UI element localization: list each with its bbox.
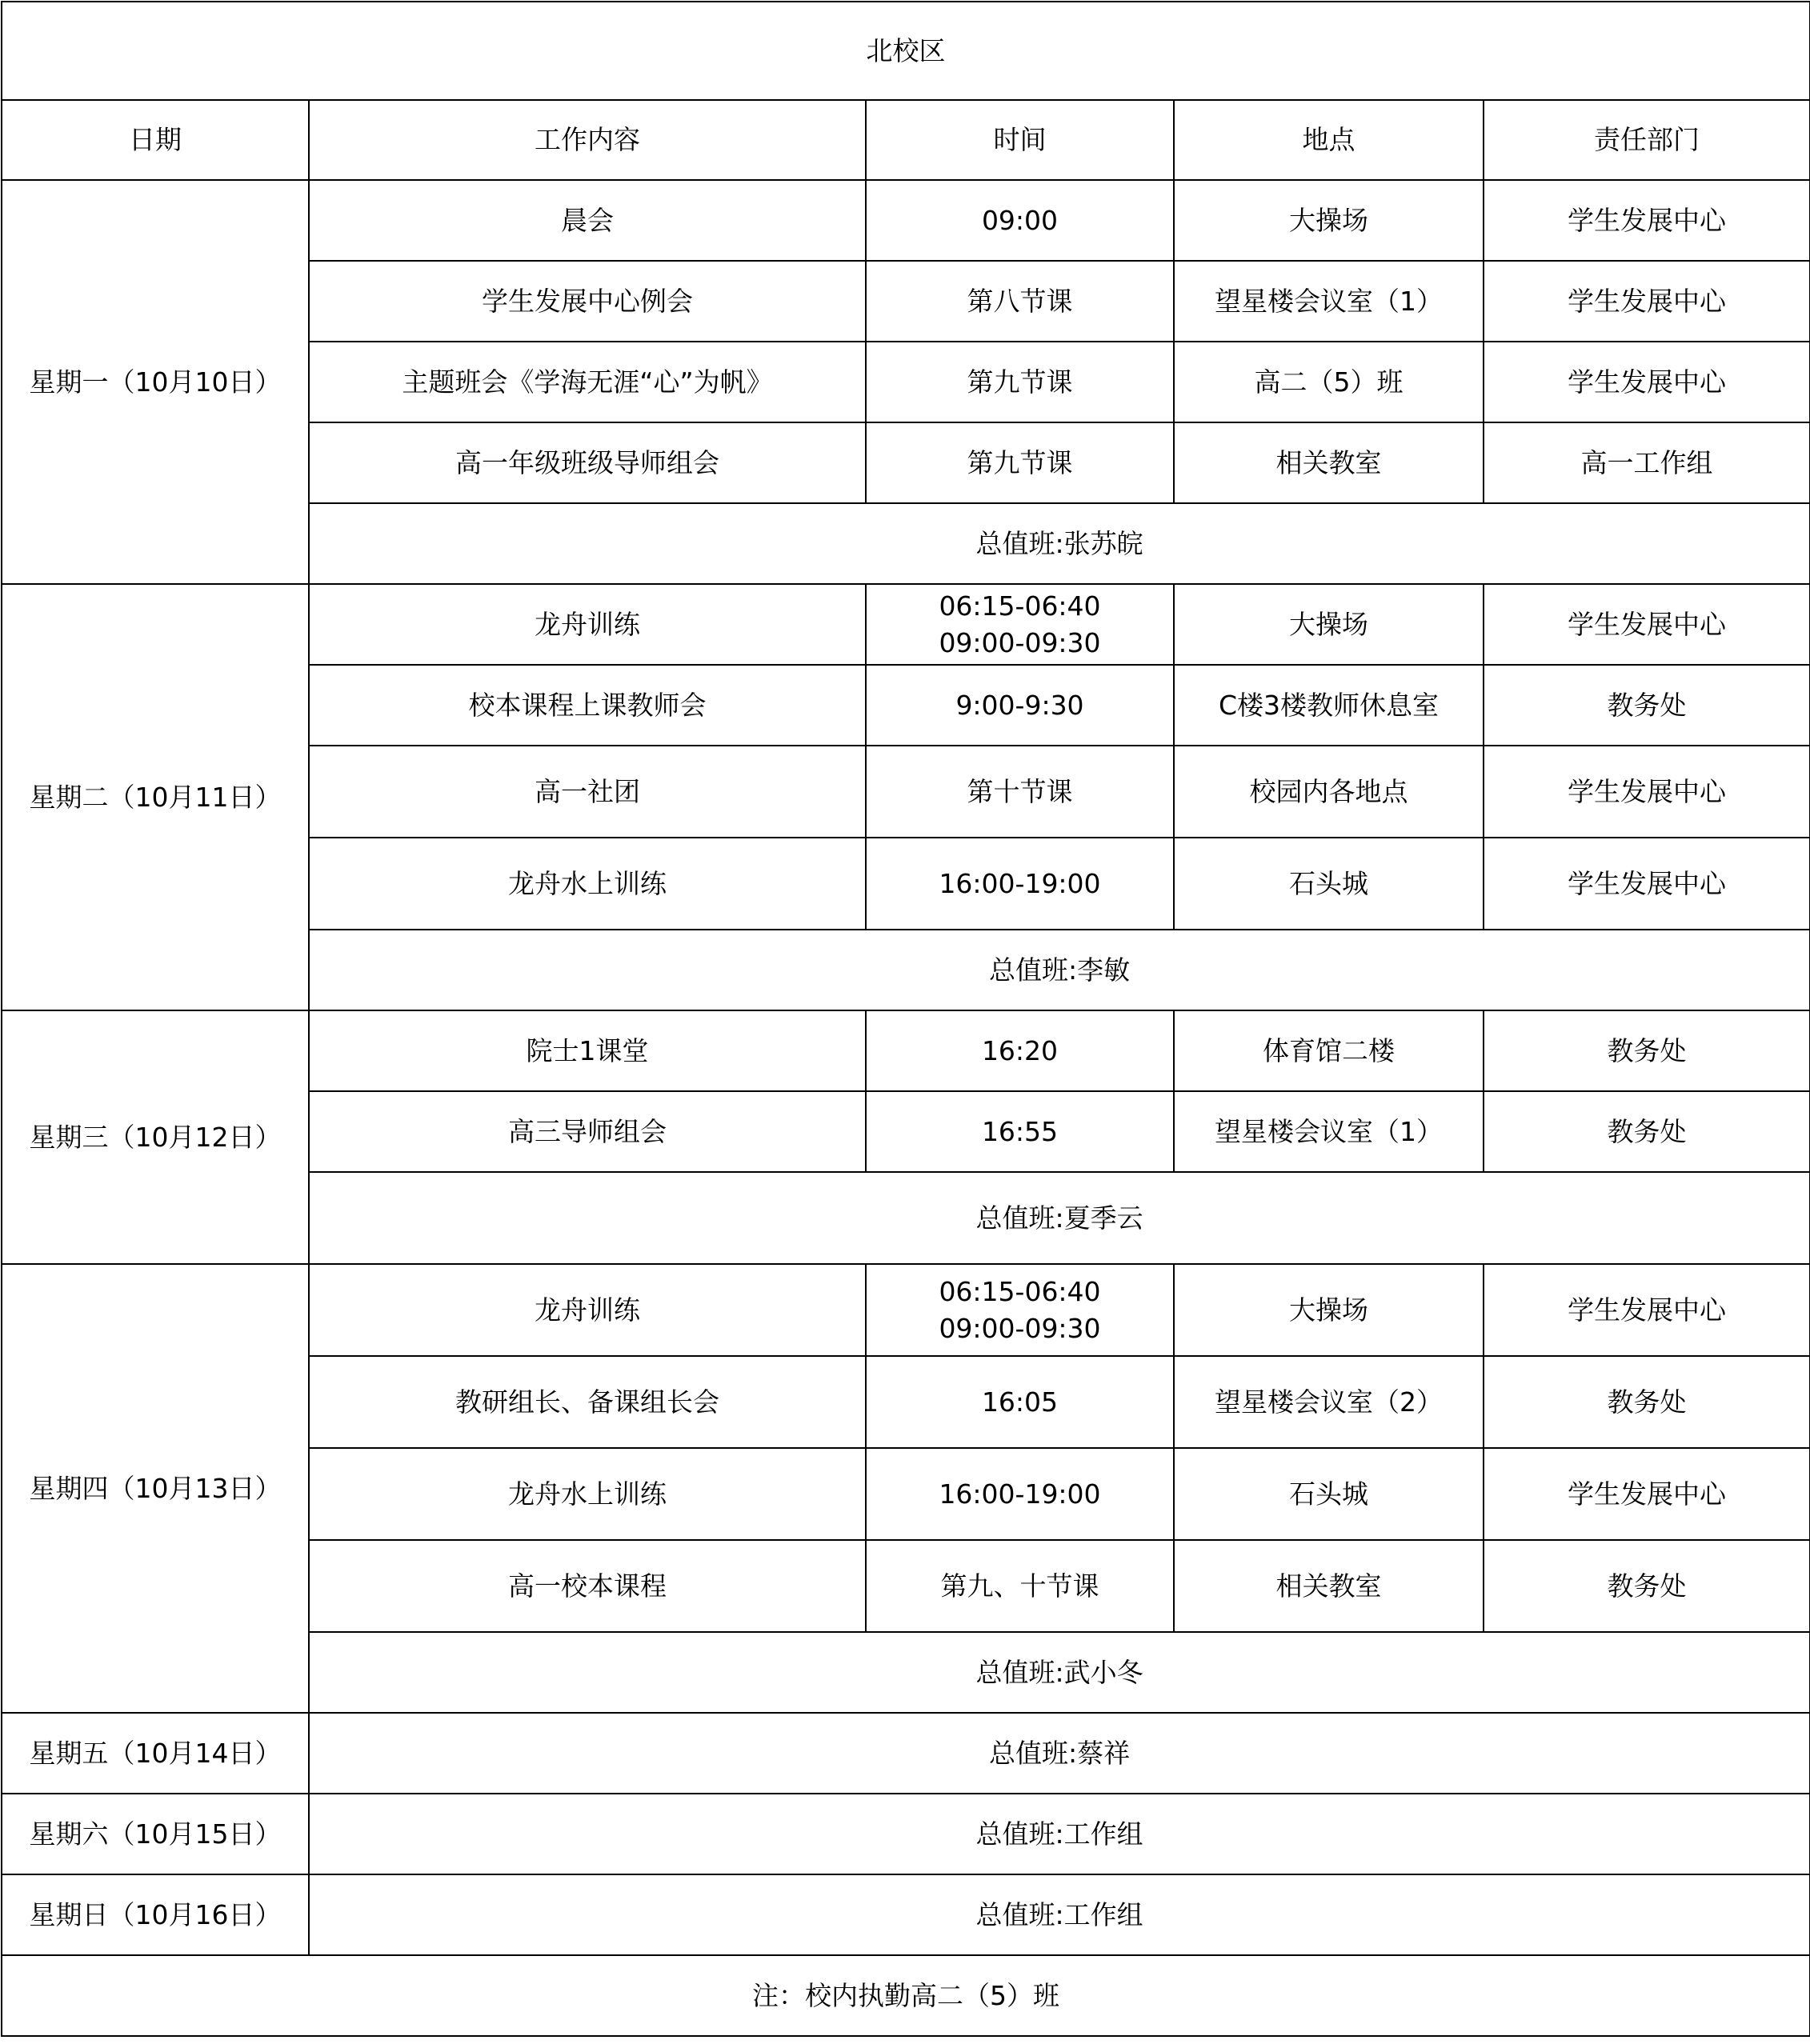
item-time-line: 06:15-06:40: [939, 1275, 1101, 1307]
table-row: [2, 584, 1810, 665]
item-dept: 教务处: [1484, 1540, 1810, 1632]
item-dept: 学生发展中心: [1484, 342, 1810, 422]
note-row: [2, 1955, 1810, 2036]
item-content: 高一社团: [309, 746, 866, 838]
day-date: 星期三（10月12日）: [2, 1010, 309, 1264]
day-date: 星期六（10月15日）: [2, 1794, 309, 1874]
item-content: 高一校本课程: [309, 1540, 866, 1632]
item-dept: 教务处: [1484, 1091, 1810, 1172]
item-place: 高二（5）班: [1174, 342, 1484, 422]
item-place: 石头城: [1174, 1448, 1484, 1540]
item-place: 相关教室: [1174, 422, 1484, 503]
item-time: 16:00-19:00: [866, 1448, 1174, 1540]
header-place: 地点: [1174, 100, 1484, 180]
item-content: 教研组长、备课组长会: [309, 1356, 866, 1448]
item-time: [866, 1264, 1174, 1356]
day-date: 星期一（10月10日）: [2, 180, 309, 584]
table-row: [2, 180, 1810, 261]
item-time: [866, 584, 1174, 665]
item-place: 望星楼会议室（1）: [1174, 261, 1484, 342]
item-place: 相关教室: [1174, 1540, 1484, 1632]
item-content: 校本课程上课教师会: [309, 665, 866, 746]
duty-officer: 总值班:张苏皖: [309, 503, 1810, 584]
header-dept: 责任部门: [1484, 100, 1810, 180]
item-content: 学生发展中心例会: [309, 261, 866, 342]
table-row: [2, 1874, 1810, 1955]
item-place: 大操场: [1174, 180, 1484, 261]
item-dept: 教务处: [1484, 1356, 1810, 1448]
item-time-line: 06:15-06:40: [939, 590, 1101, 622]
day-date: 星期四（10月13日）: [2, 1264, 309, 1713]
item-time: 第八节课: [866, 261, 1174, 342]
item-time: 16:55: [866, 1091, 1174, 1172]
item-time: 09:00: [866, 180, 1174, 261]
table-row: [2, 1010, 1810, 1091]
item-content: 主题班会《学海无涯“心”为帆》: [309, 342, 866, 422]
item-time: 9:00-9:30: [866, 665, 1174, 746]
duty-officer: 总值班:夏季云: [309, 1172, 1810, 1264]
item-time-line: 09:00-09:30: [939, 1312, 1101, 1344]
item-content: 院士1课堂: [309, 1010, 866, 1091]
item-dept: 学生发展中心: [1484, 838, 1810, 930]
schedule-table: [1, 1, 1810, 2037]
item-content: 高三导师组会: [309, 1091, 866, 1172]
item-time-line: 09:00-09:30: [939, 626, 1101, 658]
item-time: 第十节课: [866, 746, 1174, 838]
duty-officer: 总值班:工作组: [309, 1874, 1810, 1955]
duty-officer: 总值班:工作组: [309, 1794, 1810, 1874]
page-title: 北校区: [2, 2, 1810, 100]
item-place: C楼3楼教师休息室: [1174, 665, 1484, 746]
item-content: 龙舟训练: [309, 584, 866, 665]
header-date: 日期: [2, 100, 309, 180]
day-date: 星期二（10月11日）: [2, 584, 309, 1010]
item-time: 16:00-19:00: [866, 838, 1174, 930]
item-time: 第九节课: [866, 422, 1174, 503]
item-place: 体育馆二楼: [1174, 1010, 1484, 1091]
header-time: 时间: [866, 100, 1174, 180]
item-dept: 教务处: [1484, 1010, 1810, 1091]
item-place: 大操场: [1174, 1264, 1484, 1356]
item-content: 龙舟水上训练: [309, 838, 866, 930]
header-content: 工作内容: [309, 100, 866, 180]
header-row: [2, 100, 1810, 180]
item-dept: 学生发展中心: [1484, 1448, 1810, 1540]
item-dept: 学生发展中心: [1484, 261, 1810, 342]
item-place: 校园内各地点: [1174, 746, 1484, 838]
item-place: 望星楼会议室（1）: [1174, 1091, 1484, 1172]
item-time: 16:05: [866, 1356, 1174, 1448]
item-dept: 学生发展中心: [1484, 746, 1810, 838]
item-content: 晨会: [309, 180, 866, 261]
table-row: [2, 1794, 1810, 1874]
item-place: 大操场: [1174, 584, 1484, 665]
item-dept: 高一工作组: [1484, 422, 1810, 503]
table-row: [2, 1264, 1810, 1356]
item-dept: 学生发展中心: [1484, 180, 1810, 261]
footnote: 注：校内执勤高二（5）班: [2, 1955, 1810, 2036]
item-place: 望星楼会议室（2）: [1174, 1356, 1484, 1448]
item-content: 龙舟训练: [309, 1264, 866, 1356]
duty-officer: 总值班:蔡祥: [309, 1713, 1810, 1794]
duty-officer: 总值班:李敏: [309, 930, 1810, 1010]
item-dept: 学生发展中心: [1484, 584, 1810, 665]
item-time: 第九节课: [866, 342, 1174, 422]
table-row: [2, 1713, 1810, 1794]
item-dept: 教务处: [1484, 665, 1810, 746]
item-content: 龙舟水上训练: [309, 1448, 866, 1540]
duty-officer: 总值班:武小冬: [309, 1632, 1810, 1713]
item-time: 16:20: [866, 1010, 1174, 1091]
item-place: 石头城: [1174, 838, 1484, 930]
day-date: 星期五（10月14日）: [2, 1713, 309, 1794]
item-content: 高一年级班级导师组会: [309, 422, 866, 503]
day-date: 星期日（10月16日）: [2, 1874, 309, 1955]
item-time: 第九、十节课: [866, 1540, 1174, 1632]
item-dept: 学生发展中心: [1484, 1264, 1810, 1356]
